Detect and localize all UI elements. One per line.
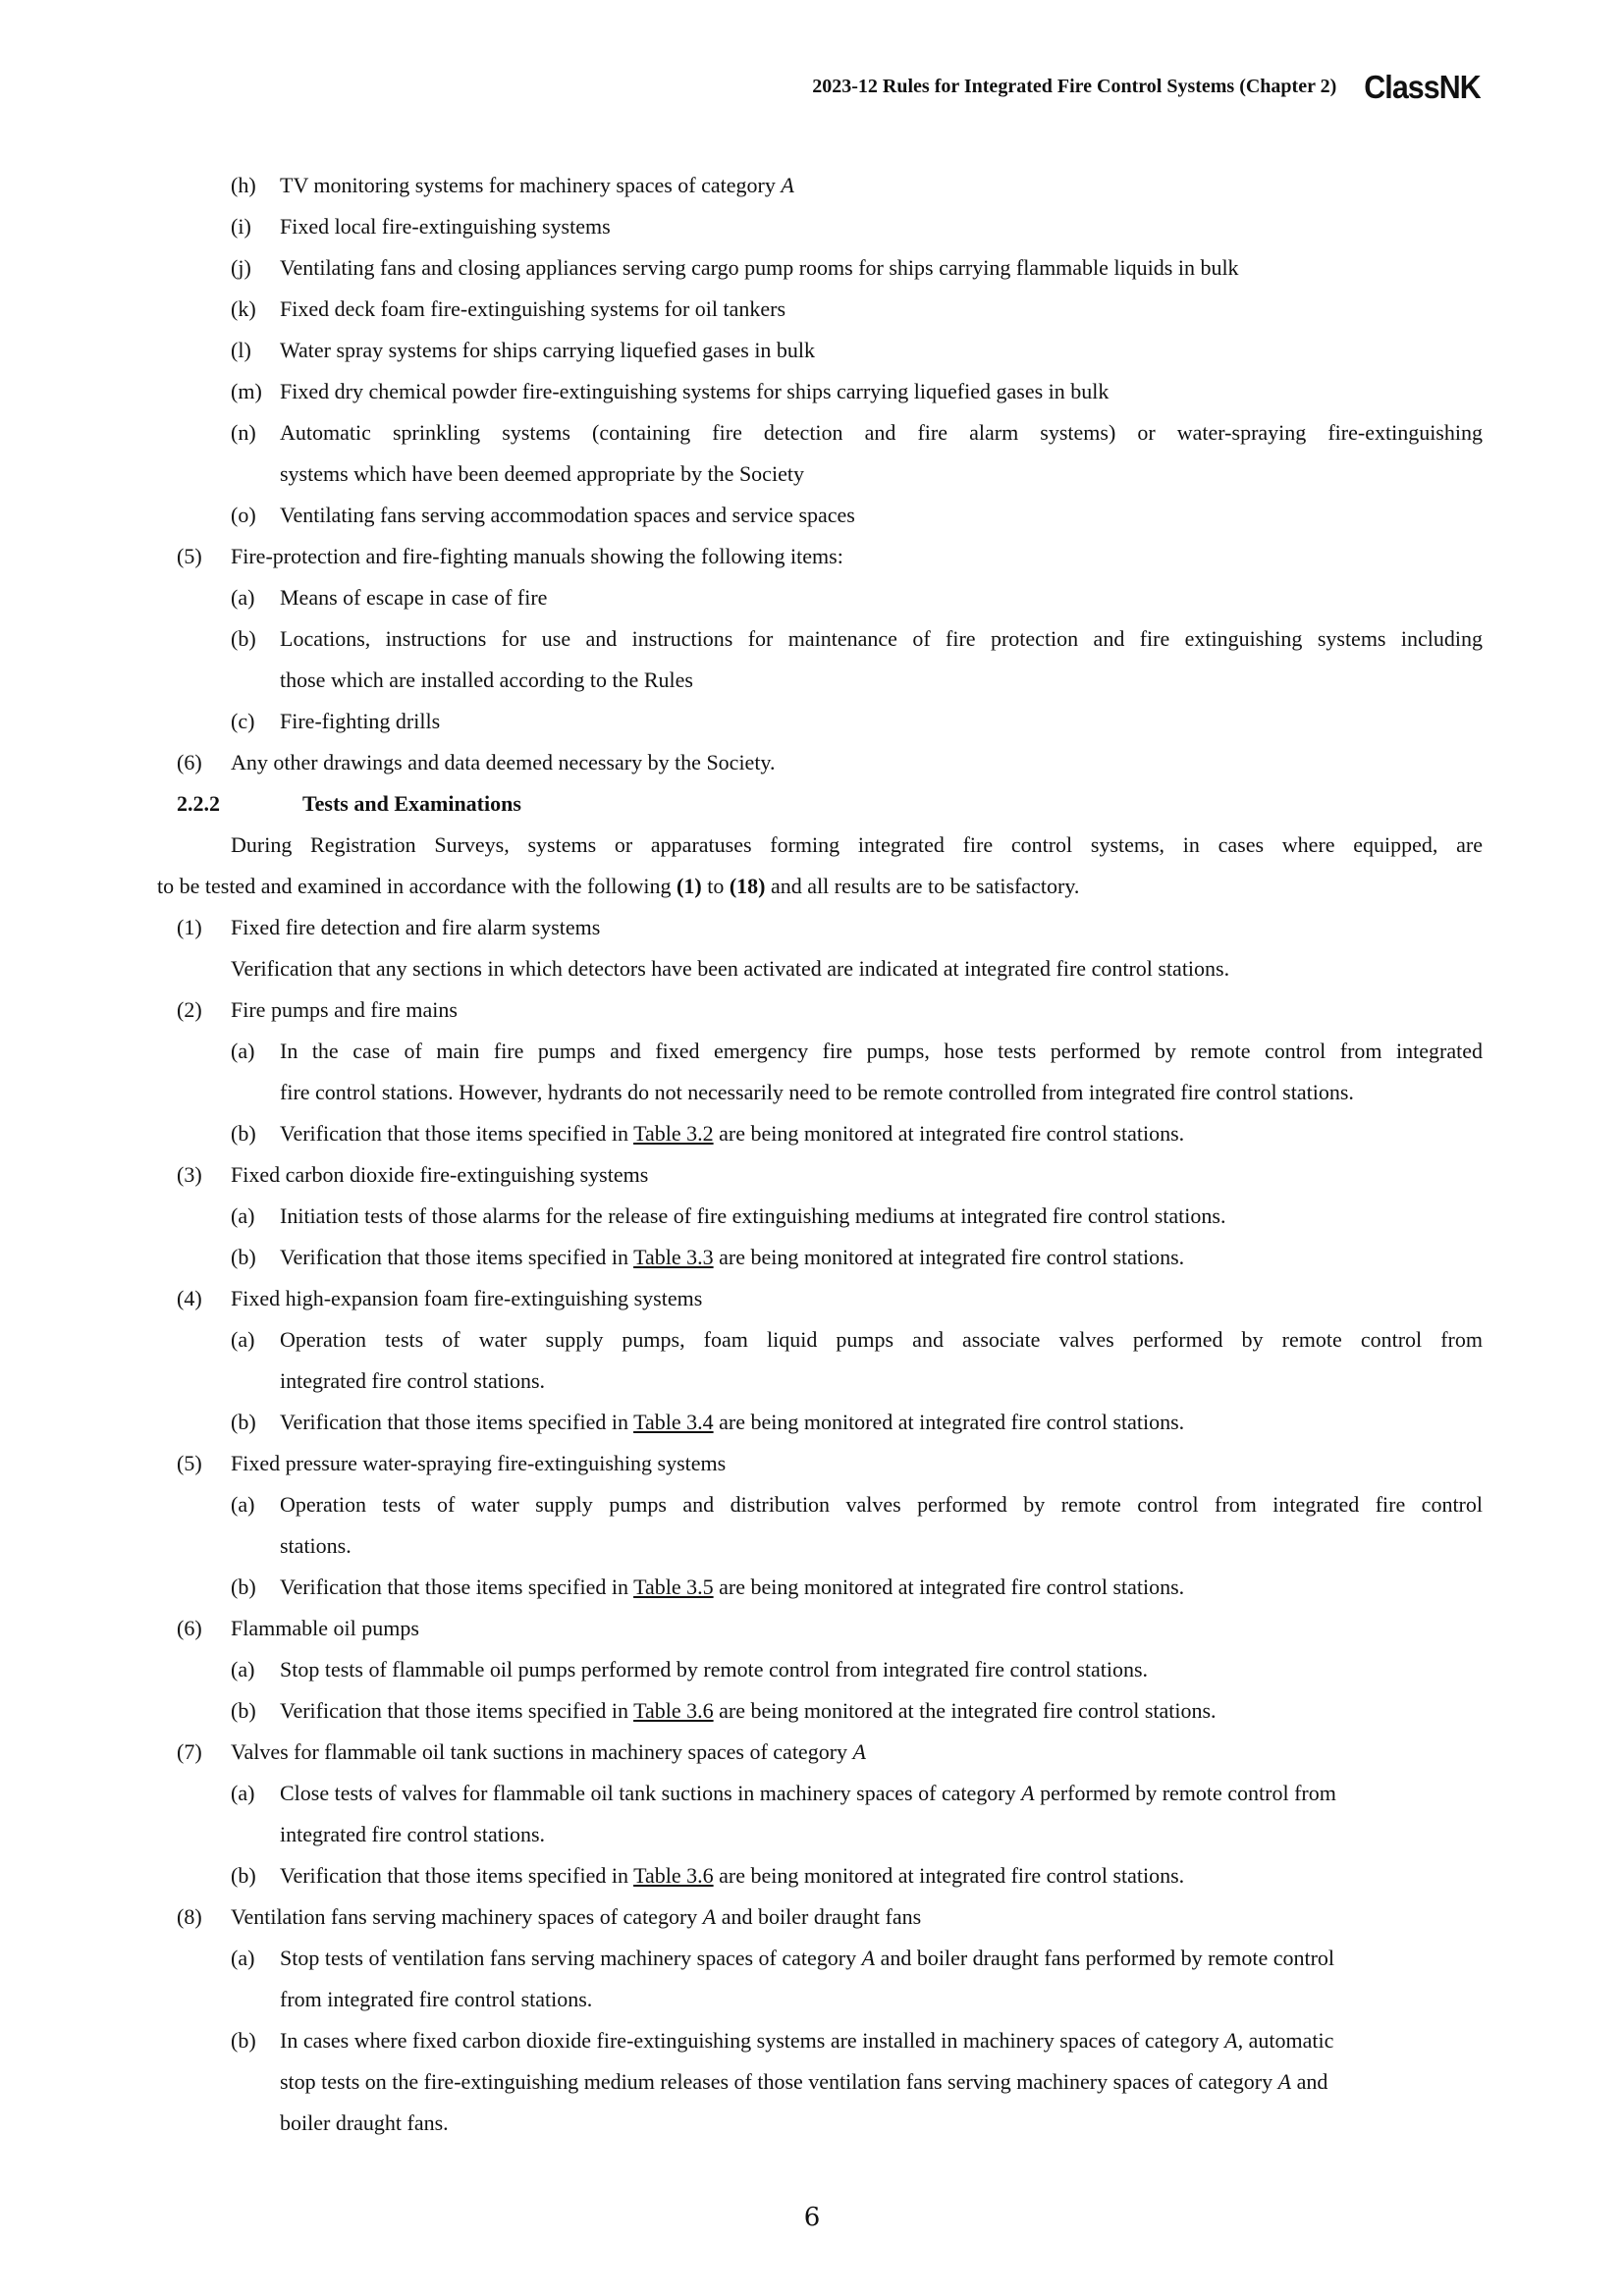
test-item-6b: (b) Verification that those items specified in Table 3.6 are being monitored at the integrated fire control stations. — [231, 1698, 1217, 1723]
test-item-7a-continued: integrated fire control stations. — [280, 1822, 546, 1846]
table-3-6-link[interactable]: Table 3.6 — [633, 1863, 714, 1888]
test-item-7: (7) Valves for flammable oil tank suctions in machinery spaces of category A — [177, 1739, 866, 1764]
list-item-m: (m) Fixed dry chemical powder fire-extinguishing systems for ships carrying liquefied gases in bulk — [231, 379, 1110, 403]
list-item-5a: (a) Means of escape in case of fire — [231, 585, 548, 610]
table-3-2-link[interactable]: Table 3.2 — [633, 1121, 714, 1146]
test-item-3: (3) Fixed carbon dioxide fire-extinguishing systems — [177, 1162, 649, 1187]
test-item-8b-continued-2: boiler draught fans. — [280, 2110, 449, 2135]
list-item-5b-continued: those which are installed according to the Rules — [280, 667, 693, 692]
test-item-7b: (b) Verification that those items specified in Table 3.6 are being monitored at integrated fire control stations. — [231, 1863, 1185, 1888]
list-item-k: (k) Fixed deck foam fire-extinguishing systems for oil tankers — [231, 296, 786, 321]
test-item-1-detail: Verification that any sections in which detectors have been activated are indicated at integrated fire control stations. — [231, 956, 1230, 981]
page-header — [812, 71, 1481, 103]
classnk-logo: ClassNK — [1364, 69, 1481, 105]
table-3-3-link[interactable]: Table 3.3 — [633, 1245, 714, 1269]
test-item-3a: (a) Initiation tests of those alarms for the release of fire extinguishing mediums at integrated fire control stations. — [231, 1203, 1226, 1228]
list-item-h: (h) TV monitoring systems for machinery spaces of category A — [231, 173, 794, 197]
page-number: 6 — [803, 2203, 821, 2232]
list-item-o: (o) Ventilating fans serving accommodation spaces and service spaces — [231, 503, 855, 527]
test-item-2a: (a) In the case of main fire pumps and fixed emergency fire pumps, hose tests performed by remote control from integrated — [231, 1039, 1483, 1063]
test-item-2: (2) Fire pumps and fire mains — [177, 997, 458, 1022]
list-item-5c: (c) Fire-fighting drills — [231, 709, 441, 733]
table-3-6-link[interactable]: Table 3.6 — [633, 1698, 714, 1723]
test-item-1: (1) Fixed fire detection and fire alarm systems — [177, 915, 601, 939]
list-item-j: (j) Ventilating fans and closing appliances serving cargo pump rooms for ships carrying flammable liquids in bulk — [231, 255, 1239, 280]
test-item-5b: (b) Verification that those items specified in Table 3.5 are being monitored at integrated fire control stations. — [231, 1575, 1185, 1599]
list-item-l: (l) Water spray systems for ships carrying liquefied gases in bulk — [231, 338, 816, 362]
test-item-5: (5) Fixed pressure water-spraying fire-extinguishing systems — [177, 1451, 727, 1475]
test-item-7a: (a) Close tests of valves for flammable oil tank suctions in machinery spaces of category A performed by remote control from — [231, 1781, 1336, 1805]
document-body — [157, 165, 1483, 2144]
intro-paragraph-line2: to be tested and examined in accordance with the following (1) to (18) and all results are to be satisfactory. — [157, 874, 1080, 898]
list-item-n: (n) Automatic sprinkling systems (containing fire detection and fire alarm systems) or water-spraying fire-extinguishing — [231, 420, 1483, 445]
test-item-2b: (b) Verification that those items specified in Table 3.2 are being monitored at integrated fire control stations. — [231, 1121, 1185, 1146]
section-title: Tests and Examinations — [302, 791, 521, 816]
list-item-i: (i) Fixed local fire-extinguishing systems — [231, 214, 611, 239]
test-item-8b-continued: stop tests on the fire-extinguishing medium releases of those ventilation fans serving machinery spaces of category A and — [280, 2069, 1328, 2094]
section-heading — [157, 783, 1483, 825]
table-3-4-link[interactable]: Table 3.4 — [633, 1410, 714, 1434]
test-item-8a: (a) Stop tests of ventilation fans serving machinery spaces of category A and boiler draught fans performed by remote control — [231, 1946, 1335, 1970]
list-item-6: (6) Any other drawings and data deemed necessary by the Society. — [177, 750, 776, 774]
test-item-4a: (a) Operation tests of water supply pumps, foam liquid pumps and associate valves performed by remote control from — [231, 1327, 1483, 1352]
test-item-4: (4) Fixed high-expansion foam fire-extinguishing systems — [177, 1286, 703, 1310]
test-item-4b: (b) Verification that those items specified in Table 3.4 are being monitored at integrated fire control stations. — [231, 1410, 1185, 1434]
test-item-3b: (b) Verification that those items specified in Table 3.3 are being monitored at integrated fire control stations. — [231, 1245, 1185, 1269]
list-item-5b: (b) Locations, instructions for use and instructions for maintenance of fire protection and fire extinguishing systems including — [231, 626, 1483, 651]
test-item-4a-continued: integrated fire control stations. — [280, 1368, 546, 1393]
test-item-5a: (a) Operation tests of water supply pumps and distribution valves performed by remote control from integrated fire control — [231, 1492, 1483, 1517]
test-item-8b: (b) In cases where fixed carbon dioxide fire-extinguishing systems are installed in machinery spaces of category A, automatic — [231, 2028, 1334, 2053]
test-item-8: (8) Ventilation fans serving machinery spaces of category A and boiler draught fans — [177, 1904, 922, 1929]
test-item-2a-continued: fire control stations. However, hydrants do not necessarily need to be remote controlled from integrated fire control stations. — [280, 1080, 1354, 1104]
list-item-5: (5) Fire-protection and fire-fighting manuals showing the following items: — [177, 544, 843, 568]
header-title: 2023-12 Rules for Integrated Fire Control Systems (Chapter 2) — [812, 76, 1337, 97]
intro-paragraph-line1: During Registration Surveys, systems or apparatuses forming integrated fire control systems, in cases where equipped, are — [231, 832, 1483, 857]
section-number: 2.2.2 — [177, 791, 220, 816]
table-3-5-link[interactable]: Table 3.5 — [633, 1575, 714, 1599]
list-item-n-continued: systems which have been deemed appropriate by the Society — [280, 461, 804, 486]
test-item-6: (6) Flammable oil pumps — [177, 1616, 419, 1640]
test-item-6a: (a) Stop tests of flammable oil pumps performed by remote control from integrated fire control stations. — [231, 1657, 1149, 1682]
test-item-5a-continued: stations. — [280, 1533, 352, 1558]
test-item-8a-continued: from integrated fire control stations. — [280, 1987, 593, 2011]
